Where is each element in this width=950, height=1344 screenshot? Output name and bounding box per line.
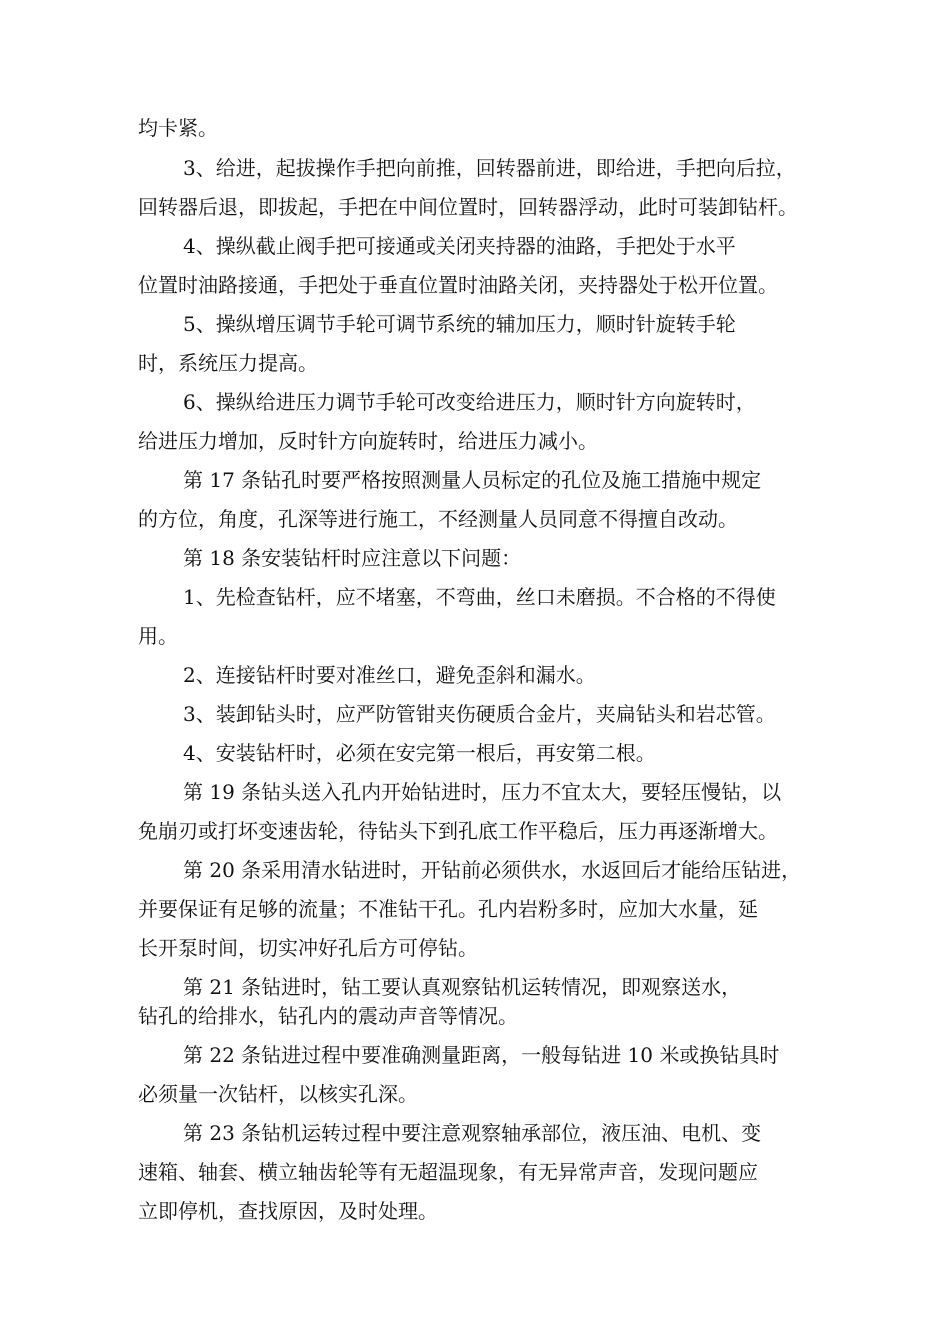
text-line: 3、给进，起拔操作手把向前推，回转器前进，即给进，手把向后拉， xyxy=(183,156,796,180)
text-line: 5、操纵增压调节手轮可调节系统的辅加压力，顺时针旋转手轮 xyxy=(183,312,736,336)
text-line: 1、先检查钻杆，应不堵塞，不弯曲，丝口未磨损。不合格的不得使 xyxy=(183,585,776,609)
text-line: 时，系统压力提高。 xyxy=(138,351,318,375)
text-line: 速箱、轴套、横立轴齿轮等有无超温现象，有无异常声音，发现问题应 xyxy=(138,1160,758,1184)
text-line: 并要保证有足够的流量；不准钻干孔。孔内岩粉多时，应加大水量，延 xyxy=(138,897,758,921)
text-line: 6、操纵给进压力调节手轮可改变给进压力，顺时针方向旋转时， xyxy=(183,390,756,414)
text-line: 2、连接钻杆时要对准丝口，避免歪斜和漏水。 xyxy=(183,663,596,687)
text-line: 第 19 条钻头送入孔内开始钻进时，压力不宜太大，要轻压慢钻，以 xyxy=(183,780,782,804)
text-line: 用。 xyxy=(138,624,178,648)
text-line: 第 23 条钻机运转过程中要注意观察轴承部位，液压油、电机、变 xyxy=(183,1121,762,1145)
text-line: 钻孔的给排水，钻孔内的震动声音等情况。 xyxy=(138,1004,518,1028)
text-line: 长开泵时间，切实冲好孔后方可停钻。 xyxy=(138,936,478,960)
text-line: 免崩刃或打坏变速齿轮，待钻头下到孔底工作平稳后，压力再逐渐增大。 xyxy=(138,819,778,843)
text-line: 第 20 条采用清水钻进时，开钻前必须供水，水返回后才能给压钻进， xyxy=(183,858,802,882)
text-line: 第 18 条安装钻杆时应注意以下问题： xyxy=(183,546,522,570)
text-line: 4、安装钻杆时，必须在安完第一根后，再安第二根。 xyxy=(183,741,656,765)
text-line: 给进压力增加，反时针方向旋转时，给进压力减小。 xyxy=(138,429,598,453)
text-line: 回转器后退，即拔起，手把在中间位置时，回转器浮动，此时可装卸钻杆。 xyxy=(138,195,798,219)
text-line: 3、装卸钻头时，应严防管钳夹伤硬质合金片，夹扁钻头和岩芯管。 xyxy=(183,702,776,726)
text-line: 第 21 条钻进时，钻工要认真观察钻机运转情况，即观察送水， xyxy=(183,975,742,999)
text-line: 立即停机，查找原因，及时处理。 xyxy=(138,1199,438,1223)
text-line: 第 17 条钻孔时要严格按照测量人员标定的孔位及施工措施中规定 xyxy=(183,468,762,492)
text-line: 位置时油路接通，手把处于垂直位置时油路关闭，夹持器处于松开位置。 xyxy=(138,273,778,297)
text-line: 必须量一次钻杆，以核实孔深。 xyxy=(138,1082,418,1106)
text-line: 第 22 条钻进过程中要准确测量距离，一般每钻进 10 米或换钻具时 xyxy=(183,1043,780,1067)
text-line: 4、操纵截止阀手把可接通或关闭夹持器的油路，手把处于水平 xyxy=(183,234,736,258)
text-line: 的方位，角度，孔深等进行施工，不经测量人员同意不得擅自改动。 xyxy=(138,507,738,531)
text-line: 均卡紧。 xyxy=(138,116,218,140)
